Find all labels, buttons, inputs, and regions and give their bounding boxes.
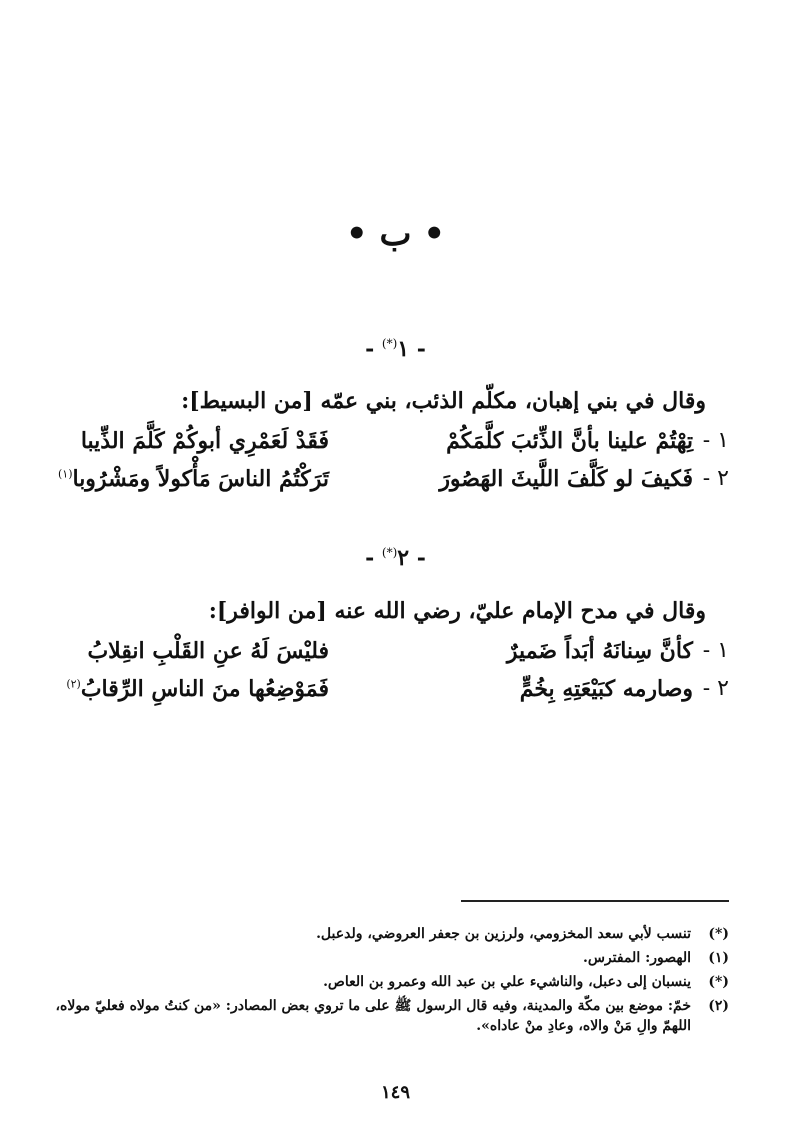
verse-number: ١ -: [702, 428, 729, 453]
footnote-text: ينسبان إلى دعبل، والناشيء علي بن عبد الله وعمرو بن العاص.: [323, 974, 691, 990]
poem-number-2: [0, 545, 791, 571]
hemistich-text: فَقَدْ لَعَمْرِي أبوكُمْ كَلَّمَ الذِّيبا: [80, 428, 329, 454]
poem-number-label: - ١: [397, 336, 426, 362]
poem-number-suffix: -: [365, 545, 375, 571]
chapter-heading: • ب •: [345, 214, 446, 254]
hemistich-text: فليْسَ لَهُ عنِ القَلْبِ انقِلابُ: [87, 638, 329, 664]
page-number: ١٤٩: [380, 1082, 410, 1103]
verse-first-hemistich: فَكيفَ لو كَلَّفَ اللَّيثَ الهَصُورَ: [439, 466, 693, 492]
footnote-text: تنسب لأبي سعد المخزومي، ولرزين بن جعفر العروضي، ولدعبل.: [316, 926, 691, 942]
poem-number-mark: (*): [381, 336, 398, 351]
poem-number-1: [0, 336, 791, 362]
verse-note: (١): [57, 467, 73, 481]
verse-first-hemistich: كأنَّ سِنانَهُ أبَداً ضَميرٌ: [506, 638, 693, 664]
poem-number-label: - ٢: [397, 545, 426, 571]
footnote-mark: (١): [708, 950, 729, 966]
verse-line: [40, 466, 729, 502]
footnote-text: خمّ: موضع بين مكّة والمدينة، وفيه قال الرسول ﷺ على ما تروي بعض المصادر: «من كنتُ مولاه فعليّ مولاه، اللهمّ والِ مَنْ والاه، وعادِ منْ عاداه».: [55, 998, 691, 1034]
hemistich-text: تَرَكْتُمُ الناسَ مَأْكولاً ومَشْرُوبا: [72, 466, 329, 492]
verse-second-hemistich: [0, 428, 329, 454]
verse-number: ١ -: [702, 638, 729, 663]
verse-line: [40, 428, 729, 464]
footnote-mark: (*): [708, 974, 729, 990]
hemistich-text: فَمَوْضِعُها منَ الناسِ الرِّقابُ: [80, 676, 329, 702]
verse-first-hemistich: وصارمه كبَيْعَتِهِ بِخُمٍّ: [519, 676, 693, 702]
verse-note: (٢): [66, 677, 81, 691]
footnote-text: الهصور: المفترس.: [582, 950, 691, 966]
poem-number-suffix: -: [365, 336, 375, 362]
verse-line: [40, 638, 729, 674]
verse-number: ٢ -: [702, 466, 729, 491]
footnote-divider: [461, 900, 729, 902]
verse-line: [40, 676, 729, 712]
verse-second-hemistich: [0, 466, 329, 492]
footnote-mark: (*): [708, 926, 729, 942]
verse-number: ٢ -: [702, 676, 729, 701]
poem-intro-1: وقال في بني إهبان، مكلّم الذئب، بني عمّه [من البسيط]:: [181, 388, 706, 414]
verse-first-hemistich: تِهْتُمْ علينا بأنَّ الذِّئبَ كلَّمَكُمْ: [446, 428, 693, 454]
verse-second-hemistich: [0, 638, 329, 664]
poem-number-mark: (*): [381, 545, 398, 560]
verse-second-hemistich: [0, 676, 329, 702]
footnote-mark: (٢): [708, 998, 729, 1014]
poem-intro-2: وقال في مدح الإمام عليّ، رضي الله عنه [من الوافر]:: [208, 598, 706, 624]
